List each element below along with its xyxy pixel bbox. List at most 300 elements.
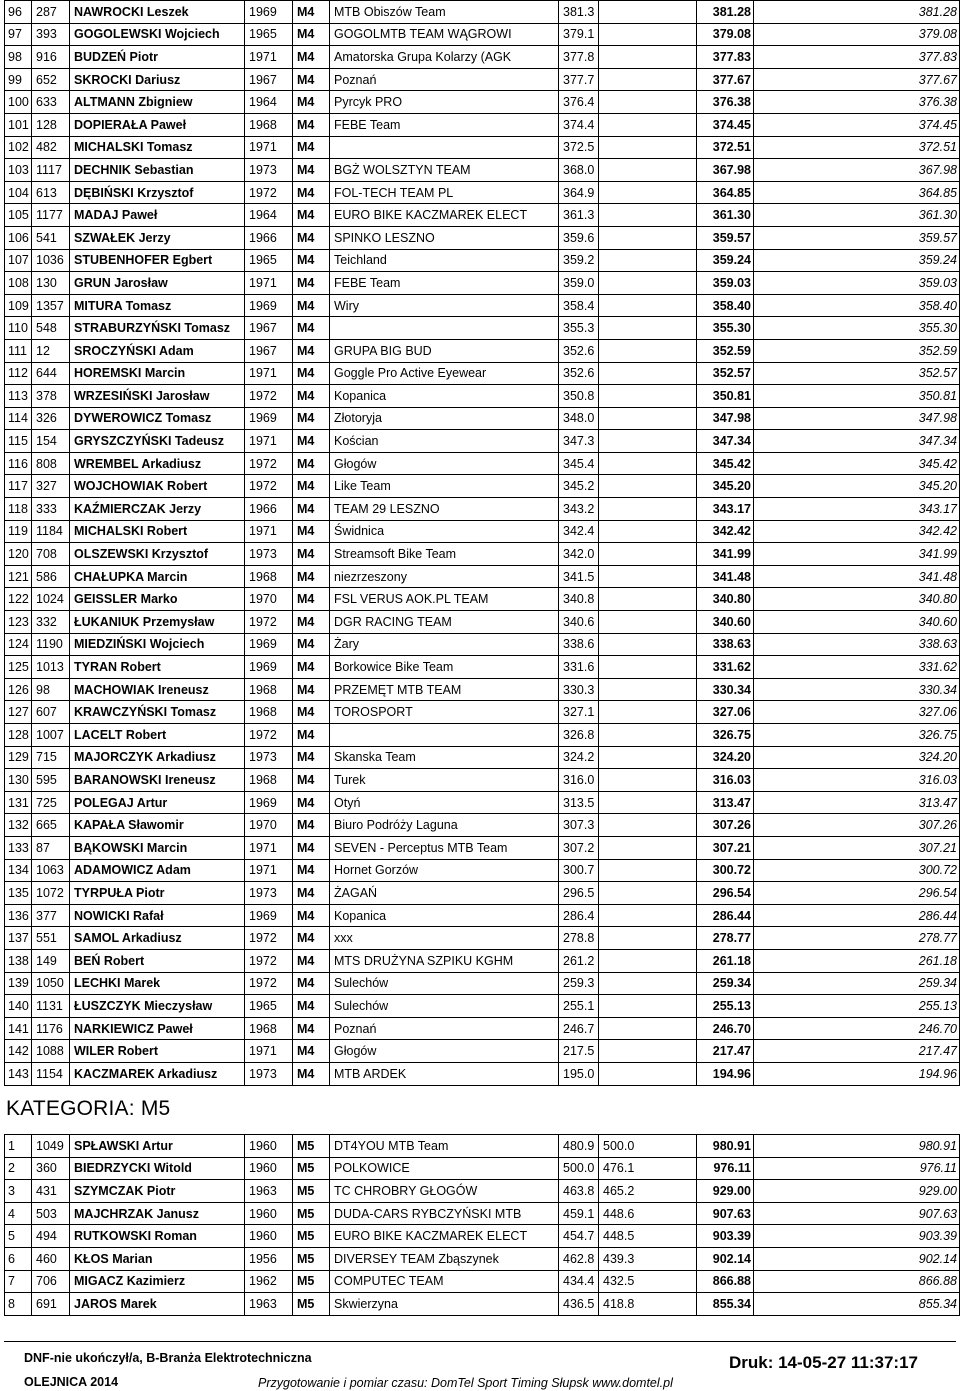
cell-stage2 bbox=[599, 678, 697, 701]
cell-team: Like Team bbox=[330, 475, 559, 498]
cell-total-italic: 359.24 bbox=[754, 249, 960, 272]
table-row bbox=[5, 339, 960, 362]
cell-place: 99 bbox=[5, 68, 32, 91]
cell-stage1: 324.2 bbox=[559, 746, 599, 769]
cell-name: DECHNIK Sebastian bbox=[70, 159, 245, 182]
cell-place: 124 bbox=[5, 633, 32, 656]
cell-year: 1967 bbox=[245, 339, 293, 362]
table-row bbox=[5, 791, 960, 814]
cell-category: M4 bbox=[293, 159, 330, 182]
cell-stage1: 345.2 bbox=[559, 475, 599, 498]
cell-stage1: 359.2 bbox=[559, 249, 599, 272]
cell-stage2 bbox=[599, 791, 697, 814]
cell-stage1: 217.5 bbox=[559, 1040, 599, 1063]
cell-place: 142 bbox=[5, 1040, 32, 1063]
table-row bbox=[5, 362, 960, 385]
cell-total-italic: 350.81 bbox=[754, 385, 960, 408]
cell-place: 132 bbox=[5, 814, 32, 837]
cell-bib: 87 bbox=[32, 836, 70, 859]
cell-name: POLEGAJ Artur bbox=[70, 791, 245, 814]
cell-total: 307.26 bbox=[697, 814, 754, 837]
cell-name: SZWAŁEK Jerzy bbox=[70, 226, 245, 249]
cell-place: 114 bbox=[5, 407, 32, 430]
cell-bib: 1176 bbox=[32, 1017, 70, 1040]
table-row bbox=[5, 1157, 960, 1180]
cell-place: 108 bbox=[5, 272, 32, 295]
cell-stage2 bbox=[599, 136, 697, 159]
cell-category: M4 bbox=[293, 23, 330, 46]
cell-team: Kopanica bbox=[330, 385, 559, 408]
cell-category: M4 bbox=[293, 927, 330, 950]
cell-category: M4 bbox=[293, 588, 330, 611]
cell-total: 355.30 bbox=[697, 317, 754, 340]
cell-place: 128 bbox=[5, 724, 32, 747]
cell-name: ALTMANN Zbigniew bbox=[70, 91, 245, 114]
cell-team: Skwierzyna bbox=[330, 1293, 559, 1316]
category-heading: KATEGORIA: M5 bbox=[6, 1097, 171, 1120]
cell-team: MTB ARDEK bbox=[330, 1062, 559, 1085]
cell-category: M4 bbox=[293, 475, 330, 498]
cell-category: M4 bbox=[293, 362, 330, 385]
cell-category: M5 bbox=[293, 1157, 330, 1180]
cell-bib: 149 bbox=[32, 949, 70, 972]
cell-team: GRUPA BIG BUD bbox=[330, 339, 559, 362]
cell-place: 139 bbox=[5, 972, 32, 995]
cell-bib: 613 bbox=[32, 181, 70, 204]
cell-team: ŻAGAŃ bbox=[330, 882, 559, 905]
cell-total-italic: 377.67 bbox=[754, 68, 960, 91]
cell-stage1: 330.3 bbox=[559, 678, 599, 701]
cell-team: Poznań bbox=[330, 1017, 559, 1040]
cell-bib: 332 bbox=[32, 611, 70, 634]
cell-stage2 bbox=[599, 272, 697, 295]
cell-place: 123 bbox=[5, 611, 32, 634]
table-row bbox=[5, 927, 960, 950]
cell-name: WILER Robert bbox=[70, 1040, 245, 1063]
cell-bib: 12 bbox=[32, 339, 70, 362]
cell-team: Goggle Pro Active Eyewear bbox=[330, 362, 559, 385]
table-row bbox=[5, 543, 960, 566]
cell-total-italic: 352.59 bbox=[754, 339, 960, 362]
cell-year: 1971 bbox=[245, 1040, 293, 1063]
cell-bib: 706 bbox=[32, 1270, 70, 1293]
cell-total-italic: 261.18 bbox=[754, 949, 960, 972]
cell-place: 117 bbox=[5, 475, 32, 498]
cell-year: 1970 bbox=[245, 588, 293, 611]
cell-name: WRZESIŃSKI Jarosław bbox=[70, 385, 245, 408]
cell-year: 1960 bbox=[245, 1225, 293, 1248]
cell-team: Głogów bbox=[330, 452, 559, 475]
cell-bib: 586 bbox=[32, 565, 70, 588]
cell-stage2 bbox=[599, 633, 697, 656]
cell-year: 1966 bbox=[245, 498, 293, 521]
cell-stage2 bbox=[599, 249, 697, 272]
cell-name: LACELT Robert bbox=[70, 724, 245, 747]
cell-team: Kościan bbox=[330, 430, 559, 453]
cell-year: 1962 bbox=[245, 1270, 293, 1293]
cell-stage1: 463.8 bbox=[559, 1180, 599, 1203]
cell-place: 100 bbox=[5, 91, 32, 114]
cell-name: MIEDZIŃSKI Wojciech bbox=[70, 633, 245, 656]
cell-team: niezrzeszony bbox=[330, 565, 559, 588]
results-table-m4 bbox=[4, 0, 960, 1086]
cell-total: 342.42 bbox=[697, 520, 754, 543]
cell-stage1: 342.4 bbox=[559, 520, 599, 543]
cell-bib: 715 bbox=[32, 746, 70, 769]
cell-stage1: 343.2 bbox=[559, 498, 599, 521]
cell-stage1: 377.7 bbox=[559, 68, 599, 91]
cell-year: 1971 bbox=[245, 136, 293, 159]
cell-total: 352.59 bbox=[697, 339, 754, 362]
cell-bib: 130 bbox=[32, 272, 70, 295]
cell-stage1: 359.6 bbox=[559, 226, 599, 249]
cell-total-italic: 342.42 bbox=[754, 520, 960, 543]
table-row bbox=[5, 272, 960, 295]
cell-category: M4 bbox=[293, 317, 330, 340]
cell-team: GOGOLMTB TEAM WĄGROWI bbox=[330, 23, 559, 46]
cell-category: M4 bbox=[293, 226, 330, 249]
cell-year: 1963 bbox=[245, 1180, 293, 1203]
cell-total: 361.30 bbox=[697, 204, 754, 227]
cell-total-italic: 307.21 bbox=[754, 836, 960, 859]
cell-bib: 1357 bbox=[32, 294, 70, 317]
table-row bbox=[5, 181, 960, 204]
cell-stage2 bbox=[599, 452, 697, 475]
cell-total-italic: 347.34 bbox=[754, 430, 960, 453]
cell-place: 107 bbox=[5, 249, 32, 272]
cell-stage1: 345.4 bbox=[559, 452, 599, 475]
cell-total-italic: 359.03 bbox=[754, 272, 960, 295]
cell-year: 1972 bbox=[245, 949, 293, 972]
cell-place: 136 bbox=[5, 904, 32, 927]
cell-category: M4 bbox=[293, 294, 330, 317]
cell-bib: 494 bbox=[32, 1225, 70, 1248]
cell-place: 113 bbox=[5, 385, 32, 408]
cell-place: 104 bbox=[5, 181, 32, 204]
cell-team: Świdnica bbox=[330, 520, 559, 543]
cell-team: DUDA-CARS RYBCZYŃSKI MTB bbox=[330, 1202, 559, 1225]
cell-name: ŁUKANIUK Przemysław bbox=[70, 611, 245, 634]
cell-total-italic: 367.98 bbox=[754, 159, 960, 182]
cell-total: 347.98 bbox=[697, 407, 754, 430]
cell-total-italic: 327.06 bbox=[754, 701, 960, 724]
cell-stage1: 359.0 bbox=[559, 272, 599, 295]
cell-total: 377.83 bbox=[697, 46, 754, 69]
cell-bib: 607 bbox=[32, 701, 70, 724]
cell-bib: 644 bbox=[32, 362, 70, 385]
cell-stage1: 259.3 bbox=[559, 972, 599, 995]
table-row bbox=[5, 1225, 960, 1248]
cell-stage2: 418.8 bbox=[599, 1293, 697, 1316]
cell-stage2 bbox=[599, 656, 697, 679]
cell-bib: 431 bbox=[32, 1180, 70, 1203]
cell-year: 1972 bbox=[245, 724, 293, 747]
cell-category: M4 bbox=[293, 520, 330, 543]
cell-stage2 bbox=[599, 972, 697, 995]
cell-year: 1965 bbox=[245, 995, 293, 1018]
cell-total: 327.06 bbox=[697, 701, 754, 724]
results-table-m5 bbox=[4, 1134, 960, 1316]
cell-place: 140 bbox=[5, 995, 32, 1018]
table-row bbox=[5, 317, 960, 340]
cell-year: 1971 bbox=[245, 836, 293, 859]
cell-bib: 1131 bbox=[32, 995, 70, 1018]
cell-total: 300.72 bbox=[697, 859, 754, 882]
table-row bbox=[5, 746, 960, 769]
cell-total: 194.96 bbox=[697, 1062, 754, 1085]
cell-total-italic: 341.99 bbox=[754, 543, 960, 566]
cell-year: 1969 bbox=[245, 791, 293, 814]
cell-total-italic: 361.30 bbox=[754, 204, 960, 227]
cell-stage2 bbox=[599, 836, 697, 859]
cell-total-italic: 907.63 bbox=[754, 1202, 960, 1225]
table-row bbox=[5, 1293, 960, 1316]
table-row bbox=[5, 475, 960, 498]
cell-place: 122 bbox=[5, 588, 32, 611]
cell-stage1: 286.4 bbox=[559, 904, 599, 927]
cell-year: 1972 bbox=[245, 475, 293, 498]
cell-year: 1972 bbox=[245, 927, 293, 950]
table-row bbox=[5, 588, 960, 611]
cell-name: SAMOL Arkadiusz bbox=[70, 927, 245, 950]
cell-name: MAJORCZYK Arkadiusz bbox=[70, 746, 245, 769]
cell-total-italic: 352.57 bbox=[754, 362, 960, 385]
cell-total-italic: 902.14 bbox=[754, 1247, 960, 1270]
cell-total-italic: 855.34 bbox=[754, 1293, 960, 1316]
cell-total-italic: 381.28 bbox=[754, 1, 960, 24]
table-row bbox=[5, 407, 960, 430]
cell-stage1: 300.7 bbox=[559, 859, 599, 882]
cell-category: M4 bbox=[293, 498, 330, 521]
table-row bbox=[5, 1, 960, 24]
cell-year: 1971 bbox=[245, 859, 293, 882]
cell-place: 134 bbox=[5, 859, 32, 882]
cell-bib: 98 bbox=[32, 678, 70, 701]
cell-stage1: 326.8 bbox=[559, 724, 599, 747]
table-row bbox=[5, 611, 960, 634]
cell-stage2: 432.5 bbox=[599, 1270, 697, 1293]
cell-team: SPINKO LESZNO bbox=[330, 226, 559, 249]
footer-print-date: Druk: 14-05-27 11:37:17 bbox=[728, 1353, 918, 1372]
cell-total-italic: 347.98 bbox=[754, 407, 960, 430]
cell-total: 855.34 bbox=[697, 1293, 754, 1316]
cell-stage1: 434.4 bbox=[559, 1270, 599, 1293]
cell-stage2: 500.0 bbox=[599, 1135, 697, 1158]
cell-place: 127 bbox=[5, 701, 32, 724]
cell-year: 1967 bbox=[245, 68, 293, 91]
cell-name: KAŹMIERCZAK Jerzy bbox=[70, 498, 245, 521]
cell-year: 1968 bbox=[245, 678, 293, 701]
cell-total: 376.38 bbox=[697, 91, 754, 114]
cell-name: MICHALSKI Tomasz bbox=[70, 136, 245, 159]
cell-total-italic: 372.51 bbox=[754, 136, 960, 159]
cell-stage1: 331.6 bbox=[559, 656, 599, 679]
cell-stage2: 448.5 bbox=[599, 1225, 697, 1248]
cell-year: 1960 bbox=[245, 1202, 293, 1225]
cell-total: 902.14 bbox=[697, 1247, 754, 1270]
cell-total: 359.24 bbox=[697, 249, 754, 272]
cell-team: Otyń bbox=[330, 791, 559, 814]
cell-team: EURO BIKE KACZMAREK ELECT bbox=[330, 1225, 559, 1248]
cell-stage1: 316.0 bbox=[559, 769, 599, 792]
cell-place: 141 bbox=[5, 1017, 32, 1040]
cell-year: 1969 bbox=[245, 656, 293, 679]
cell-bib: 551 bbox=[32, 927, 70, 950]
cell-total-italic: 976.11 bbox=[754, 1157, 960, 1180]
table-row bbox=[5, 814, 960, 837]
cell-bib: 377 bbox=[32, 904, 70, 927]
cell-bib: 808 bbox=[32, 452, 70, 475]
cell-bib: 333 bbox=[32, 498, 70, 521]
cell-year: 1968 bbox=[245, 1017, 293, 1040]
cell-stage1: 327.1 bbox=[559, 701, 599, 724]
table-row bbox=[5, 294, 960, 317]
cell-name: DYWEROWICZ Tomasz bbox=[70, 407, 245, 430]
cell-category: M4 bbox=[293, 113, 330, 136]
cell-place: 116 bbox=[5, 452, 32, 475]
cell-bib: 154 bbox=[32, 430, 70, 453]
table-row bbox=[5, 520, 960, 543]
cell-total: 286.44 bbox=[697, 904, 754, 927]
cell-category: M5 bbox=[293, 1270, 330, 1293]
cell-place: 1 bbox=[5, 1135, 32, 1158]
cell-total-italic: 364.85 bbox=[754, 181, 960, 204]
cell-team: Głogów bbox=[330, 1040, 559, 1063]
cell-year: 1972 bbox=[245, 452, 293, 475]
cell-bib: 503 bbox=[32, 1202, 70, 1225]
cell-total: 358.40 bbox=[697, 294, 754, 317]
table-row bbox=[5, 904, 960, 927]
cell-total-italic: 278.77 bbox=[754, 927, 960, 950]
cell-place: 120 bbox=[5, 543, 32, 566]
cell-bib: 1063 bbox=[32, 859, 70, 882]
cell-total: 374.45 bbox=[697, 113, 754, 136]
cell-team: BGŻ WOLSZTYN TEAM bbox=[330, 159, 559, 182]
table-row bbox=[5, 136, 960, 159]
cell-category: M4 bbox=[293, 68, 330, 91]
cell-year: 1960 bbox=[245, 1157, 293, 1180]
cell-place: 8 bbox=[5, 1293, 32, 1316]
cell-stage2 bbox=[599, 814, 697, 837]
cell-stage1: 379.1 bbox=[559, 23, 599, 46]
cell-place: 105 bbox=[5, 204, 32, 227]
cell-name: NOWICKI Rafał bbox=[70, 904, 245, 927]
cell-stage2 bbox=[599, 565, 697, 588]
cell-stage2: 448.6 bbox=[599, 1202, 697, 1225]
cell-year: 1971 bbox=[245, 272, 293, 295]
cell-category: M4 bbox=[293, 1, 330, 24]
cell-stage1: 355.3 bbox=[559, 317, 599, 340]
cell-stage1: 261.2 bbox=[559, 949, 599, 972]
cell-team: POLKOWICE bbox=[330, 1157, 559, 1180]
table-row bbox=[5, 678, 960, 701]
cell-category: M4 bbox=[293, 769, 330, 792]
cell-category: M4 bbox=[293, 836, 330, 859]
cell-place: 129 bbox=[5, 746, 32, 769]
cell-stage2 bbox=[599, 1017, 697, 1040]
cell-team: Biuro Podróży Laguna bbox=[330, 814, 559, 837]
cell-year: 1973 bbox=[245, 543, 293, 566]
cell-total-italic: 330.34 bbox=[754, 678, 960, 701]
cell-stage2 bbox=[599, 204, 697, 227]
cell-total-italic: 307.26 bbox=[754, 814, 960, 837]
cell-stage1: 374.4 bbox=[559, 113, 599, 136]
cell-year: 1968 bbox=[245, 701, 293, 724]
cell-bib: 360 bbox=[32, 1157, 70, 1180]
cell-bib: 1024 bbox=[32, 588, 70, 611]
cell-category: M4 bbox=[293, 249, 330, 272]
cell-total-italic: 980.91 bbox=[754, 1135, 960, 1158]
cell-team: Teichland bbox=[330, 249, 559, 272]
table-row bbox=[5, 724, 960, 747]
cell-total-italic: 355.30 bbox=[754, 317, 960, 340]
cell-stage2 bbox=[599, 701, 697, 724]
cell-year: 1973 bbox=[245, 1062, 293, 1085]
cell-total: 326.75 bbox=[697, 724, 754, 747]
cell-place: 143 bbox=[5, 1062, 32, 1085]
cell-category: M4 bbox=[293, 385, 330, 408]
cell-year: 1973 bbox=[245, 882, 293, 905]
cell-total: 359.57 bbox=[697, 226, 754, 249]
cell-stage2 bbox=[599, 882, 697, 905]
cell-year: 1966 bbox=[245, 226, 293, 249]
cell-name: BARANOWSKI Ireneusz bbox=[70, 769, 245, 792]
cell-stage1: 462.8 bbox=[559, 1247, 599, 1270]
table-row bbox=[5, 46, 960, 69]
cell-team: FEBE Team bbox=[330, 113, 559, 136]
cell-stage2 bbox=[599, 588, 697, 611]
cell-name: ADAMOWICZ Adam bbox=[70, 859, 245, 882]
table-row bbox=[5, 204, 960, 227]
cell-total: 372.51 bbox=[697, 136, 754, 159]
cell-place: 137 bbox=[5, 927, 32, 950]
cell-place: 4 bbox=[5, 1202, 32, 1225]
cell-name: BEŃ Robert bbox=[70, 949, 245, 972]
cell-year: 1968 bbox=[245, 769, 293, 792]
cell-total: 359.03 bbox=[697, 272, 754, 295]
cell-stage2 bbox=[599, 498, 697, 521]
cell-place: 126 bbox=[5, 678, 32, 701]
cell-stage1: 278.8 bbox=[559, 927, 599, 950]
cell-year: 1967 bbox=[245, 317, 293, 340]
cell-stage2 bbox=[599, 475, 697, 498]
cell-place: 101 bbox=[5, 113, 32, 136]
cell-year: 1969 bbox=[245, 904, 293, 927]
cell-total: 903.39 bbox=[697, 1225, 754, 1248]
cell-total-italic: 313.47 bbox=[754, 791, 960, 814]
cell-stage1: 352.6 bbox=[559, 362, 599, 385]
cell-name: RUTKOWSKI Roman bbox=[70, 1225, 245, 1248]
cell-total: 330.34 bbox=[697, 678, 754, 701]
cell-category: M4 bbox=[293, 656, 330, 679]
cell-name: SKROCKI Dariusz bbox=[70, 68, 245, 91]
cell-stage1: 348.0 bbox=[559, 407, 599, 430]
cell-team: Sulechów bbox=[330, 972, 559, 995]
cell-team: Poznań bbox=[330, 68, 559, 91]
cell-stage1: 342.0 bbox=[559, 543, 599, 566]
cell-category: M4 bbox=[293, 678, 330, 701]
cell-category: M5 bbox=[293, 1135, 330, 1158]
cell-bib: 1190 bbox=[32, 633, 70, 656]
cell-total: 296.54 bbox=[697, 882, 754, 905]
cell-name: MADAJ Paweł bbox=[70, 204, 245, 227]
cell-place: 109 bbox=[5, 294, 32, 317]
table-row bbox=[5, 949, 960, 972]
cell-stage2: 476.1 bbox=[599, 1157, 697, 1180]
cell-place: 5 bbox=[5, 1225, 32, 1248]
cell-category: M4 bbox=[293, 995, 330, 1018]
cell-bib: 326 bbox=[32, 407, 70, 430]
